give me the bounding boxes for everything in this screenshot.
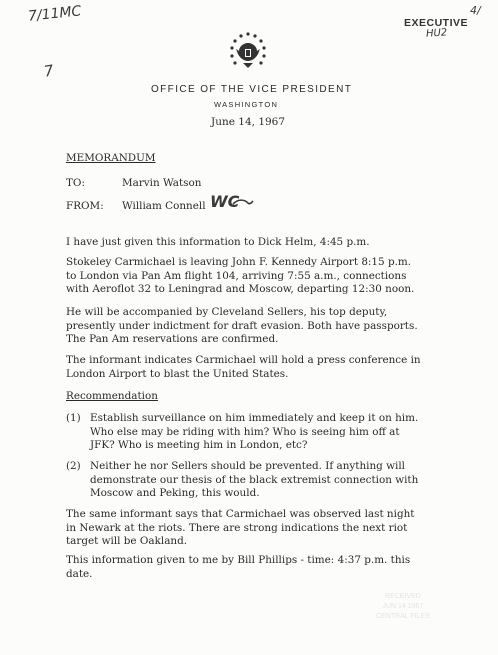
item-1-number: (1)	[66, 412, 81, 424]
memo-date: June 14, 1967	[211, 116, 286, 128]
initials-flourish	[232, 196, 254, 208]
paragraph-helm: I have just given this information to Dick Helm, 4:45 p.m.	[66, 236, 370, 248]
received-stamp: RECEIVED JUN 14 1967 CENTRAL FILES	[376, 593, 430, 620]
item-2-text: Neither he nor Sellers should be prevented. If anything will demonstrate our thesis of the black extremist connection with Moscow and Peking, this would.	[90, 460, 419, 499]
vice-president-seal-icon	[226, 30, 270, 74]
paragraph-phillips: This information given to me by Bill Phillips - time: 4:37 p.m. this date.	[66, 554, 411, 580]
memo-title: MEMORANDUM	[66, 152, 156, 164]
handwritten-page-mark: 4/	[470, 4, 481, 17]
paragraph-newark: The same informant says that Carmichael was observed last night in Newark at the riots. There are strong indications the next riot target will be Oakland.	[66, 508, 415, 547]
office-heading: OFFICE OF THE VICE PRESIDENT	[151, 84, 353, 95]
executive-stamp: EXECUTIVE	[404, 17, 469, 29]
from-label: FROM:	[66, 200, 104, 212]
paragraph-press-conference: The informant indicates Carmichael will hold a press conference in London Airport to blast the United States.	[66, 354, 421, 380]
from-value: William Connell	[122, 200, 206, 212]
item-1-text: Establish surveillance on him immediately and keep it on him. Who else may be riding with him? Who is seeing him off at JFK? Who is meeting him in London, etc?	[90, 412, 419, 451]
to-value: Marvin Watson	[122, 177, 202, 189]
handwritten-mark: 7	[42, 61, 56, 81]
paragraph-sellers: He will be accompanied by Cleveland Sellers, his top deputy, presently under indictment for draft evasion. Both have passports. The Pan Am reservations are confirmed.	[66, 306, 418, 345]
item-2-number: (2)	[66, 460, 81, 472]
executive-stamp-code: HU2	[425, 27, 448, 40]
to-label: TO:	[66, 177, 85, 189]
recommendation-heading: Recommendation	[66, 390, 158, 402]
handwritten-initials: WC	[210, 192, 240, 211]
city-heading: WASHINGTON	[214, 100, 279, 109]
paragraph-travel: Stokeley Carmichael is leaving John F. Kennedy Airport 8:15 p.m. to London via Pan Am flight 104, arriving 7:55 a.m., connections with Aeroflot 32 to Leningrad and Moscow, departing 12:30 noon.	[66, 256, 415, 295]
handwritten-file-code: 7/11MC	[27, 3, 82, 25]
